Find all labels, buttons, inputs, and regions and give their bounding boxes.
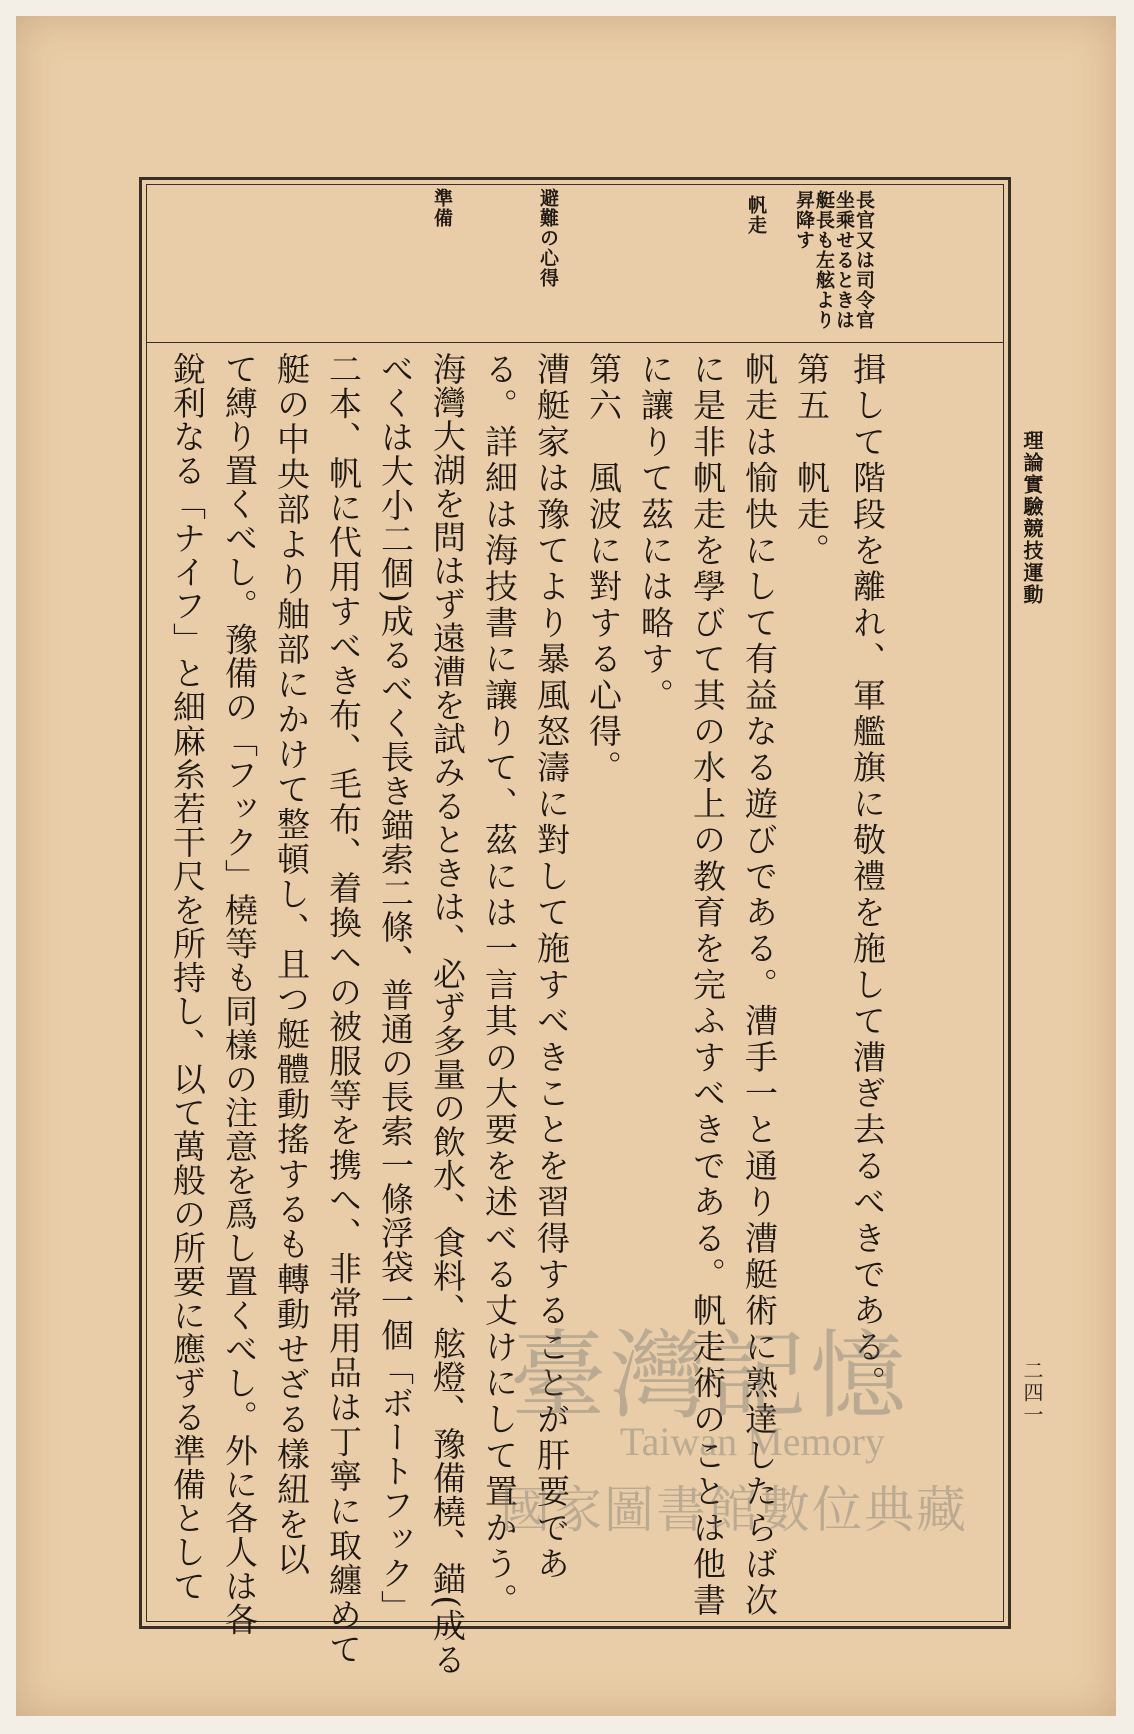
body-column: 二本、帆に代用すべき布、毛布、着換への被服等を携へ、非常用品は丁寧に取纏めて [324,352,363,1667]
watermark-subtitle: 國家圖書館數位典藏 [500,1481,968,1539]
margin-note-sailing: 帆走 [745,195,767,235]
margin-note-preparation: 準備 [431,188,453,228]
margin-note-officer: 長官又は司令官坐乘せるときは艇長も左舷より昇降す [793,190,875,330]
section-heading-sailing: 第五 帆走。 [792,352,831,570]
body-column: に讓りて茲には略す。 [636,352,675,714]
body-column: べくは大小二個)成るべく長き錨索二條、普通の長索一條浮袋一個「ボートフック」 [376,352,415,1624]
body-column: 揖して階段を離れ、軍艦旗に敬禮を施して漕ぎ去るべきである。 [848,352,887,1402]
running-header: 理論實驗競技運動 [1020,430,1044,606]
body-column: る。詳細は海技書に讓りて、茲には一言其の大要を述べる丈けにして置かう。 [480,352,519,1619]
body-column: て縛り置くべし。豫備の「フック」橈等も同樣の注意を爲し置くべし。外に各人は各 [220,352,259,1637]
section-heading-storm: 第六 風波に對する心得。 [584,352,623,787]
body-column: 帆走は愉快にして有益なる遊びである。漕手一と通り漕艇術に熟達したらば次 [740,352,779,1619]
watermark-title: 臺灣記憶 [510,1320,910,1432]
page-number: 二四一 [1020,1360,1044,1426]
body-column: 海灣大湖を問はず遠漕を試みるときは、必ず多量の飲水、食料、舷燈、豫備橈、錨(成る [428,352,467,1676]
margin-note-evacuation: 避難の心得 [537,188,559,288]
body-column: に是非帆走を學びて其の水上の教育を完ふすべきである。帆走術のことは他書 [688,352,727,1619]
body-column: 艇の中央部より舳部にかけて整頓し、且つ艇體動搖するも轉動せざる樣紐を以 [272,352,311,1577]
margin-note-divider [146,342,1004,343]
body-column: 銳利なる「ナイフ」と細麻糸若干尺を所持し、以て萬般の所要に應ずる準備として [168,352,207,1603]
watermark-english: Taiwan Memory [620,1419,885,1464]
body-column: 漕艇家は豫てより暴風怒濤に對して施すべきことを習得することが肝要であ [532,352,571,1583]
